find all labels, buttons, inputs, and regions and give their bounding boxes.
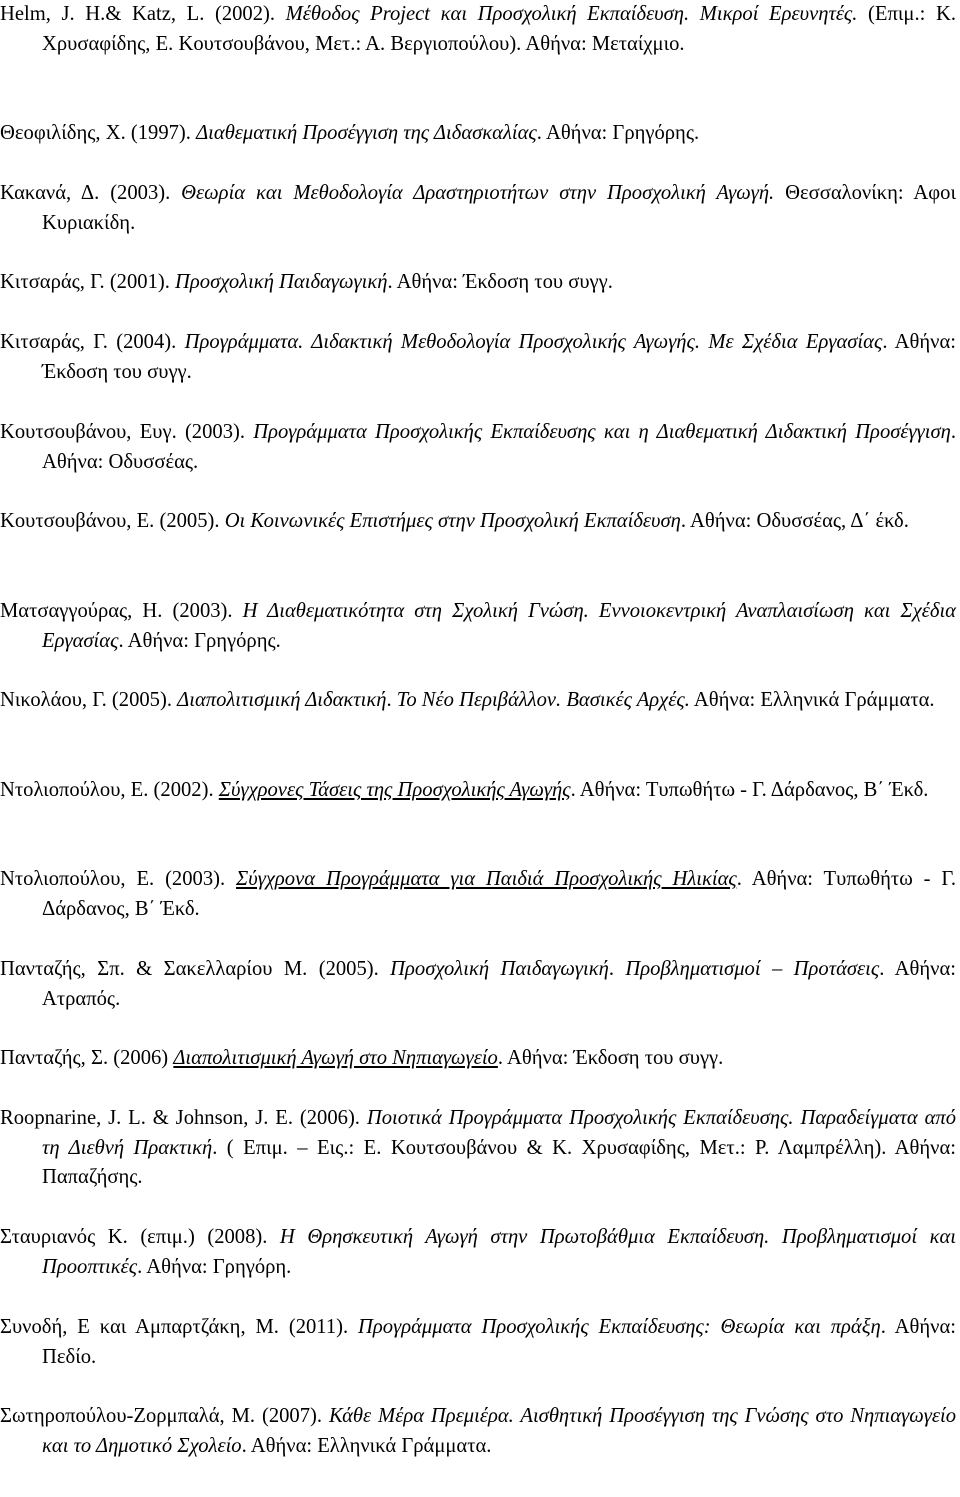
reference-entry bbox=[0, 597, 956, 656]
reference-entry bbox=[0, 686, 956, 716]
reference-text: Roopnarine, J. L. & Johnson, J. E. (2006). bbox=[0, 1107, 367, 1129]
reference-title-text: Σύγχρονα Προγράμματα για Παιδιά Προσχολικής Ηλικίας bbox=[236, 868, 737, 890]
reference-text: . Αθήνα: Γρηγόρη. bbox=[137, 1255, 292, 1278]
reference-entry bbox=[0, 955, 956, 1014]
reference-text: Κακανά, Δ. (2003). bbox=[0, 182, 182, 204]
reference-text: . Αθήνα: Τυπωθήτω - Γ. Δάρδανος, Β΄ Έκδ. bbox=[42, 868, 957, 920]
reference-text: Πανταζής, Σπ. & Σακελλαρίου Μ. (2005). bbox=[0, 958, 391, 980]
reference-entry bbox=[0, 865, 956, 924]
reference-text: . Αθήνα: Έκδοση του συγγ. bbox=[387, 271, 613, 293]
reference-text: Αθήνα: Ελληνικά Γράμματα. bbox=[689, 689, 935, 711]
reference-text: Κουτσουβάνου, Ε. (2005). bbox=[0, 510, 225, 532]
reference-entry bbox=[0, 776, 956, 806]
reference-title-text: Διαθεματική Προσέγγιση της Διδασκαλίας bbox=[196, 122, 537, 144]
reference-text: . Αθήνα: Οδυσσέας. bbox=[42, 421, 956, 473]
reference-entry bbox=[0, 507, 956, 537]
reference-entry bbox=[0, 1402, 956, 1461]
reference-text: Κουτσουβάνου, Ευγ. (2003). bbox=[0, 421, 254, 443]
reference-title-text: Προγράμματα Προσχολικής Εκπαίδευσης και η Διαθεματική Διδακτική Προσέγγιση bbox=[253, 421, 951, 443]
reference-text: Ντολιοπούλου, Ε. (2003). bbox=[0, 868, 237, 890]
reference-text: . Αθήνα: Έκδοση του συγγ. bbox=[42, 331, 957, 383]
reference-title-text: Προσχολική Παιδαγωγική bbox=[390, 958, 609, 980]
reference-entry bbox=[0, 1104, 956, 1193]
reference-entry bbox=[0, 418, 956, 477]
reference-title-text: Προβληματισμοί – Προτάσεις bbox=[625, 958, 880, 980]
reference-text: . Αθήνα: Τυπωθήτω - Γ. Δάρδανος, Β΄ Έκδ. bbox=[570, 779, 929, 801]
reference-entry bbox=[0, 1044, 956, 1074]
reference-title-text: Διαπολιτισμική Αγωγή στο Νηπιαγωγείο bbox=[173, 1047, 498, 1069]
reference-text: Ντολιοπούλου, Ε. (2002). bbox=[0, 779, 219, 801]
reference-text: Κιτσαράς, Γ. (2001). bbox=[0, 271, 176, 293]
reference-entry bbox=[0, 1313, 956, 1372]
reference-title-text: Διαπολιτισμική Διδακτική bbox=[177, 689, 387, 711]
reference-title-text: Προγράμματα Προσχολικής Εκπαίδευσης: Θεωρία και πράξη bbox=[358, 1316, 881, 1338]
reference-entry bbox=[0, 1223, 956, 1282]
reference-text: Νικολάου, Γ. (2005). bbox=[0, 689, 178, 711]
reference-text: (Επιμ.: Κ. Χρυσαφίδης, Ε. Κουτσουβάνου, Μετ.: Α. Βεργιοπούλου). Αθήνα: Μεταίχμιο. bbox=[42, 3, 956, 55]
reference-text: Συνοδή, Ε και Αμπαρτζάκη, Μ. (2011). bbox=[0, 1316, 359, 1338]
reference-text: Κιτσαράς, Γ. (2004). bbox=[0, 331, 185, 353]
reference-text: Σταυριανός Κ. (επιμ.) (2008). bbox=[0, 1226, 280, 1248]
reference-title-text: Κάθε Μέρα Πρεμιέρα. Αισθητική Προσέγγιση της Γνώσης στο Νηπιαγωγείο και το Δημοτικό Σχολείο bbox=[42, 1405, 956, 1457]
reference-text: . bbox=[386, 689, 397, 711]
reference-title-text: Προσχολική Παιδαγωγική bbox=[175, 271, 388, 293]
reference-text: . Αθήνα: Ατραπός. bbox=[42, 958, 956, 1010]
reference-title-text: Θεωρία και Μεθοδολογία Δραστηριοτήτων στην Προσχολική Αγωγή. bbox=[181, 182, 775, 204]
reference-text: Ματσαγγούρας, Η. (2003). bbox=[0, 600, 243, 622]
reference-title-text: Η Θρησκευτική Αγωγή στην Πρωτοβάθμια Εκπαίδευση. Προβληματισμοί και Προοπτικές bbox=[42, 1226, 956, 1278]
reference-text: Πανταζής, Σ. (2006) bbox=[0, 1047, 174, 1069]
reference-text: . Αθήνα: Γρηγόρης. bbox=[536, 122, 700, 144]
reference-title-text: Προγράμματα. Διδακτική Μεθοδολογία Προσχολικής Αγωγής. Με Σχέδια Εργασίας bbox=[184, 331, 883, 353]
reference-title-text: Η Διαθεματικότητα στη Σχολική Γνώση. Εννοιοκεντρική Αναπλαισίωση και Σχέδια Εργασίας bbox=[42, 600, 956, 652]
reference-text: . Αθήνα: Ελληνικά Γράμματα. bbox=[241, 1434, 492, 1457]
reference-text: . Αθήνα: Γρηγόρης. bbox=[118, 629, 281, 652]
reference-title-text: Οι Κοινωνικές Επιστήμες στην Προσχολική Εκπαίδευση bbox=[224, 510, 681, 532]
reference-text: Σωτηροπούλου-Ζορμπαλά, Μ. (2007). bbox=[0, 1405, 329, 1427]
reference-text: Helm, J. H.& Katz, L. (2002). bbox=[0, 3, 286, 25]
reference-title-text: Το Νέο Περιβάλλον. Βασικές Αρχές. bbox=[396, 689, 690, 711]
reference-entry bbox=[0, 328, 956, 387]
reference-text: Θεσσαλονίκη: Αφοι Κυριακίδη. bbox=[42, 182, 956, 234]
reference-text: . bbox=[608, 958, 626, 980]
reference-entry bbox=[0, 179, 956, 238]
reference-text: . Αθήνα: Οδυσσέας, Δ΄ έκδ. bbox=[680, 510, 909, 532]
reference-text: Θεοφιλίδης, Χ. (1997). bbox=[0, 122, 197, 144]
reference-title-text: Σύγχρονες Τάσεις της Προσχολικής Αγωγής bbox=[218, 779, 571, 801]
reference-text: . ( Επιμ. – Εις.: Ε. Κουτσουβάνου & Κ. Χρυσαφίδης, Μετ.: Ρ. Λαμπρέλλη). Αθήνα: Παπαζήσης. bbox=[42, 1136, 956, 1189]
reference-entry bbox=[0, 268, 956, 298]
reference-entry bbox=[0, 0, 956, 59]
reference-text: . Αθήνα: Πεδίο. bbox=[42, 1316, 956, 1368]
reference-title-text: Ποιοτικά Προγράμματα Προσχολικής Εκπαίδευσης. Παραδείγματα από τη Διεθνή Πρακτική bbox=[42, 1107, 956, 1159]
reference-title-text: Μέθοδος Project και Προσχολική Εκπαίδευση. Μικροί Ερευνητές. bbox=[285, 3, 858, 25]
reference-entry bbox=[0, 119, 956, 149]
reference-text: . Αθήνα: Έκδοση του συγγ. bbox=[497, 1047, 724, 1069]
